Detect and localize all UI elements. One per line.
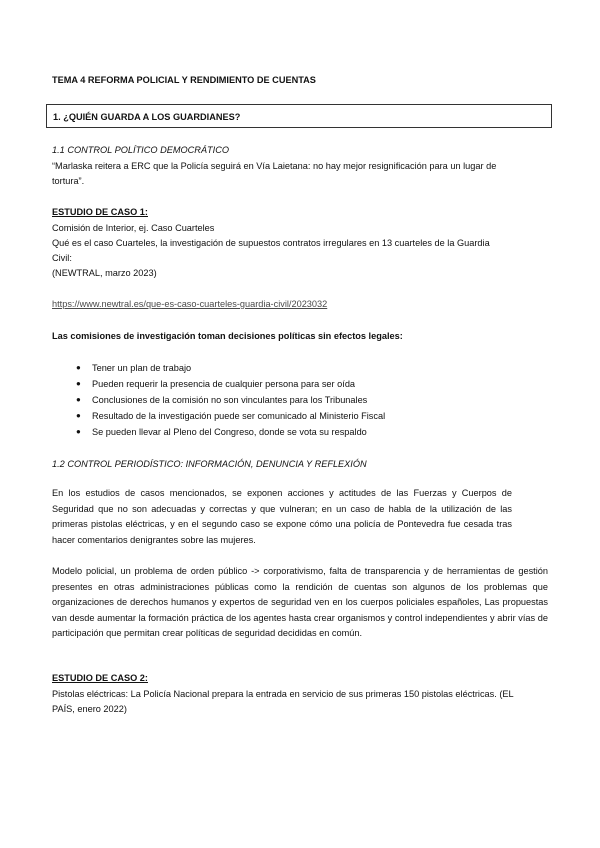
- list-item: Pueden requerir la presencia de cualquier persona para ser oída: [92, 379, 356, 389]
- bullet-dot-icon: ●: [76, 427, 81, 436]
- list-item: Conclusiones de la comisión no son vinculantes para los Tribunales: [92, 395, 368, 405]
- subsection-heading-1-1: 1.1 CONTROL POLÍTICO DEMOCRÁTICO: [52, 145, 229, 155]
- case-study-2-line-1: Pistolas eléctricas: La Policía Nacional prepara la entrada en servicio de sus primeras 150 pistolas eléctricas. (EL: [52, 689, 514, 699]
- bullet-dot-icon: ●: [76, 395, 81, 404]
- paragraph-journalistic-control: En los estudios de casos mencionados, se exponen acciones y actitudes de las Fuerzas y Cuerpos de Seguridad que no son adecuadas y correctas y que vulneran; en un caso de habla de la utilización de las primeras pistolas eléctricas, y en el segundo caso se expone cómo una policía de Pontevedra fue cesada tras hacer comentarios denigrantes sobre las mujeres.: [52, 488, 512, 545]
- case-study-1-source: (NEWTRAL, marzo 2023): [52, 268, 157, 278]
- bullet-dot-icon: ●: [76, 363, 81, 372]
- list-item: Se pueden llevar al Pleno del Congreso, donde se vota su respaldo: [92, 427, 367, 437]
- case-study-2-heading: ESTUDIO DE CASO 2:: [52, 673, 148, 683]
- quote-line-2: tortura”.: [52, 176, 85, 186]
- case-study-1-line-2: Qué es el caso Cuarteles, la investigación de supuestos contratos irregulares en 13 cuarteles de la Guardia: [52, 238, 490, 248]
- case-study-1-line-1: Comisión de Interior, ej. Caso Cuarteles: [52, 223, 215, 233]
- list-item: Resultado de la investigación puede ser comunicado al Ministerio Fiscal: [92, 411, 386, 421]
- case-study-1-heading: ESTUDIO DE CASO 1:: [52, 207, 148, 217]
- case-study-1-link[interactable]: https://www.newtral.es/que-es-caso-cuarteles-guardia-civil/2023032: [52, 299, 328, 309]
- bullet-dot-icon: ●: [76, 411, 81, 420]
- section-heading: 1. ¿QUIÉN GUARDA A LOS GUARDIANES?: [53, 112, 241, 122]
- subsection-heading-1-2: 1.2 CONTROL PERIODÍSTICO: INFORMACIÓN, DENUNCIA Y REFLEXIÓN: [52, 459, 367, 469]
- paragraph-police-model: Modelo policial, un problema de orden público -> corporativismo, falta de transparencia y de herramientas de gestión presentes en otras administraciones públicas como la rendición de cuentas son algunos de los problemas que organizaciones de derechos humanos y expertos de seguridad ven en los cuerpos policiales españoles, Las propuestas van desde aumentar la formación práctica de los agentes hasta crear organismos y control independientes y abrir vías de participación que permitan crear políticas de seguridad decididas en común.: [52, 566, 548, 638]
- commissions-heading: Las comisiones de investigación toman decisiones políticas sin efectos legales:: [52, 331, 403, 341]
- case-study-1-line-3: Civil:: [52, 253, 72, 263]
- quote-line-1: “Marlaska reitera a ERC que la Policía seguirá en Vía Laietana: no hay mejor resignificación para un lugar de: [52, 161, 497, 171]
- list-item: Tener un plan de trabajo: [92, 363, 192, 373]
- bullet-dot-icon: ●: [76, 379, 81, 388]
- section-heading-box: [46, 104, 552, 128]
- document-title: TEMA 4 REFORMA POLICIAL Y RENDIMIENTO DE CUENTAS: [52, 75, 316, 85]
- case-study-2-line-2: PAÍS, enero 2022): [52, 704, 127, 714]
